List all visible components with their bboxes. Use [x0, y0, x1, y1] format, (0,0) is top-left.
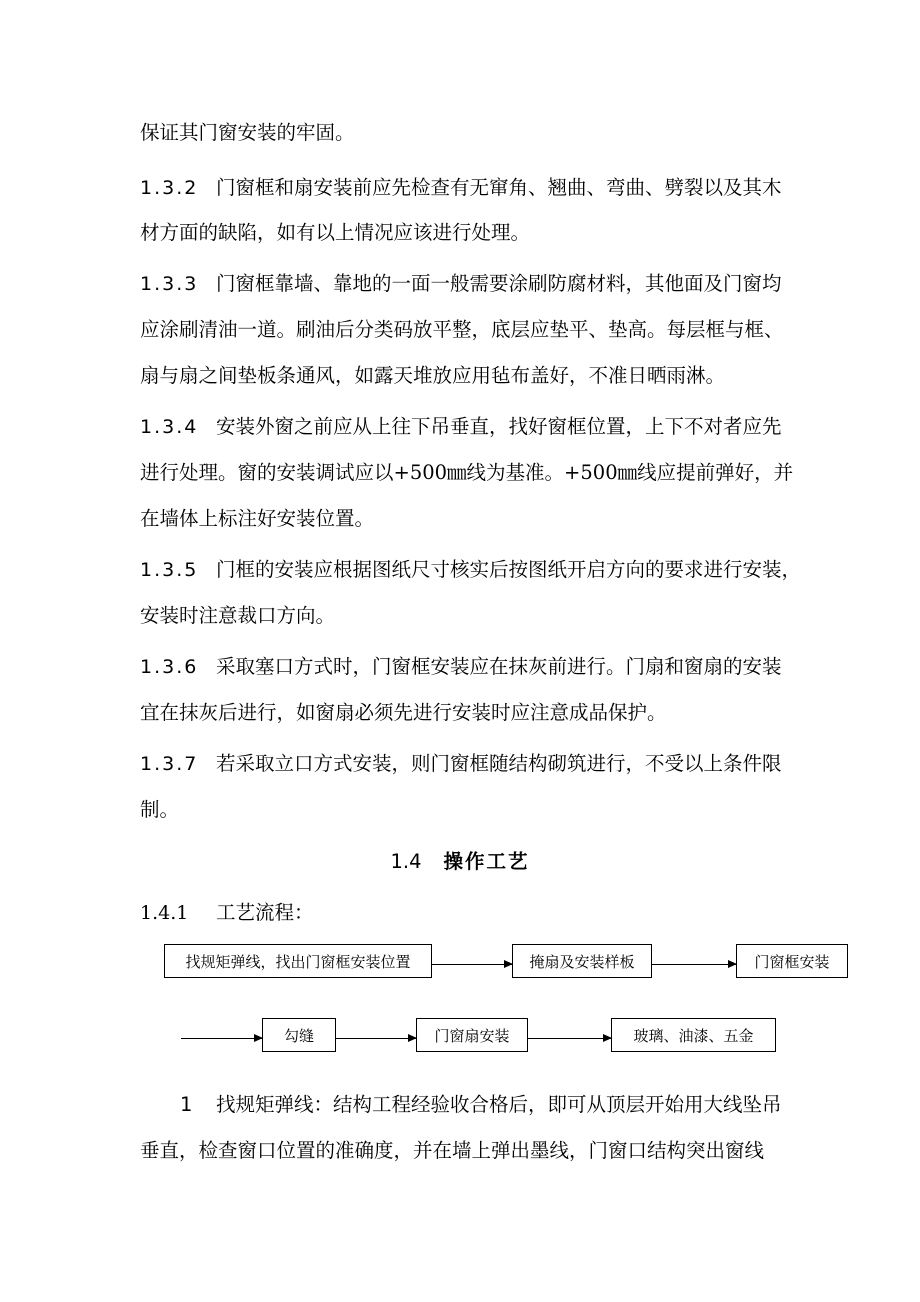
text-line: 保证其门窗安装的牢固。: [140, 121, 355, 144]
section-heading: [0, 848, 920, 876]
clause-1-3-3: 1.3.3 门窗框靠墙、靠地的一面一般需要涂刷防腐材料，其他面及门窗均: [140, 270, 782, 298]
subsection-number: 1.4.1: [140, 902, 189, 924]
subsection-1-4-1: [140, 899, 314, 927]
clause-1-3-6: 1.3.6 采取塞口方式时，门窗框安装应在抹灰前进行。门扇和窗扇的安装: [140, 653, 782, 681]
flow-step-glass-paint-hardware: 玻璃、油漆、五金: [611, 1018, 776, 1052]
flow-step-frame-install: 门窗框安装: [736, 944, 848, 978]
subsection-title: 工艺流程：: [216, 901, 314, 924]
clause-number: 1.3.3: [140, 273, 199, 295]
clause-number: 1.3.6: [140, 656, 199, 678]
text-line: 材方面的缺陷，如有以上情况应该进行处理。: [140, 221, 531, 244]
clause-1-3-4: 1.3.4 安装外窗之前应从上往下吊垂直，找好窗框位置，上下不对者应先: [140, 413, 782, 441]
text-line: 宜在抹灰后进行，如窗扇必须先进行安装时应注意成品保护。: [140, 701, 667, 724]
flow-step-sash-install: 门窗扇安装: [416, 1018, 528, 1052]
clause-1-3-5: 1.3.5 门框的安装应根据图纸尺寸核实后按图纸开启方向的要求进行安装，: [140, 556, 801, 584]
clause-1-3-7: 1.3.7 若采取立口方式安装，则门窗框随结构砌筑进行，不受以上条件限: [140, 750, 782, 778]
flow-arrow: [432, 964, 512, 965]
text-line: 制。: [140, 798, 180, 821]
flow-arrow: [336, 1038, 416, 1039]
section-number: 1.4: [390, 850, 422, 873]
flow-arrow: [652, 964, 736, 965]
clause-number: 1.3.2: [140, 177, 199, 199]
clause-number: 1.3.4: [140, 416, 199, 438]
step-1: 1 找规矩弹线：结构工程经验收合格后，即可从顶层开始用大线坠吊: [180, 1091, 782, 1119]
text-line: 安装时注意裁口方向。: [140, 604, 336, 627]
flow-arrow: [181, 1038, 262, 1039]
text-line: 扇与扇之间垫板条通风，如露天堆放应用毡布盖好，不准日晒雨淋。: [140, 364, 726, 387]
flow-arrow: [528, 1038, 611, 1039]
clause-1-3-2: 1.3.2 门窗框和扇安装前应先检查有无窜角、翘曲、弯曲、劈裂以及其木: [140, 174, 782, 202]
text-line: 应涂刷清油一道。刷油后分类码放平整，底层应垫平、垫高。每层框与框、: [140, 318, 784, 341]
clause-number: 1.3.5: [140, 559, 199, 581]
step-number: 1: [180, 1093, 193, 1116]
section-title: 操作工艺: [443, 850, 530, 873]
flow-step-sample-panel: 掩扇及安装样板: [512, 944, 652, 978]
text-line: 垂直，检查窗口位置的准确度，并在墙上弹出墨线，门窗口结构突出窗线: [140, 1139, 765, 1162]
flow-step-pointing: 勾缝: [262, 1018, 336, 1052]
text-line: 进行处理。窗的安装调试应以+500㎜线为基准。+500㎜线应提前弹好，并: [140, 461, 794, 484]
text-line: 在墙体上标注好安装位置。: [140, 507, 375, 530]
clause-number: 1.3.7: [140, 753, 199, 775]
flow-step-layout-lines: 找规矩弹线，找出门窗框安装位置: [164, 944, 432, 978]
